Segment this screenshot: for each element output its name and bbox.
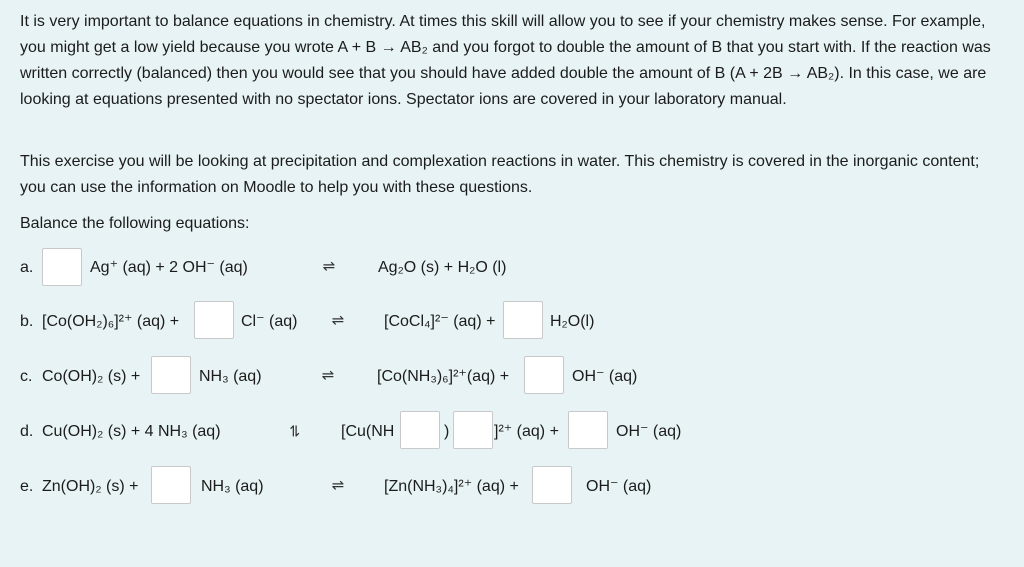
equation-d-subscript-input[interactable] [400, 411, 440, 449]
equation-b-label: b. [20, 313, 34, 330]
equation-b-coefficient-2-input[interactable] [503, 301, 543, 339]
equation-c-product-2: OH⁻ (aq) [572, 368, 638, 385]
equation-d-label: d. [20, 423, 34, 440]
equation-e-product-2: OH⁻ (aq) [586, 478, 652, 495]
equation-e-reactant-2: NH₃ (aq) [201, 478, 264, 495]
equation-e-coefficient-1-input[interactable] [151, 466, 191, 504]
equation-a-coefficient-1-input[interactable] [42, 248, 82, 286]
equilibrium-arrow-icon: ⇌ [331, 477, 345, 494]
equation-d-coefficient-input[interactable] [568, 411, 608, 449]
equation-d-reactants: Cu(OH)₂ (s) + 4 NH₃ (aq) [42, 423, 221, 440]
equilibrium-arrow-icon: ⇌ [322, 258, 336, 275]
equation-d-product-1-mid: ) [444, 423, 450, 440]
equation-b-product-2: H₂O(l) [550, 313, 595, 330]
instruction-text: Balance the following equations: [20, 215, 250, 232]
equation-c-reactant-1: Co(OH)₂ (s) + [42, 368, 141, 385]
equation-c-reactant-2: NH₃ (aq) [199, 368, 262, 385]
equilibrium-arrow-icon: ⇌ [286, 424, 303, 438]
equation-c-label: c. [20, 368, 33, 385]
equation-c-coefficient-1-input[interactable] [151, 356, 191, 394]
equation-e-reactant-1: Zn(OH)₂ (s) + [42, 478, 139, 495]
equation-d-subscript-2-input[interactable] [453, 411, 493, 449]
intro-paragraph-1: It is very important to balance equations in chemistry. At times this skill will allow you to see if your chemistry makes sense. For example, you might get a low yield because you wrote A + B → AB₂ and you forgot to double the amount of B that you start with. If the reaction was written correctly (balanced) then you would see that you should have added double the amount of B (A + 2B → AB₂). In this case, we are looking at equations presented with no spectator ions. Spectator ions are covered in your laboratory manual. [20, 13, 991, 108]
equation-e-product-1: [Zn(NH₃)₄]²⁺ (aq) + [384, 478, 519, 495]
intro-paragraph-2: This exercise you will be looking at precipitation and complexation reactions in water. This chemistry is covered in the inorganic content; you can use the information on Moodle to help you with these questions. [20, 153, 980, 196]
equation-a-reactants: Ag⁺ (aq) + 2 OH⁻ (aq) [90, 259, 248, 276]
equation-c-product-1: [Co(NH₃)₆]²⁺(aq) + [377, 368, 510, 385]
equilibrium-arrow-icon: ⇌ [321, 367, 335, 384]
equation-d-product-2: OH⁻ (aq) [616, 423, 682, 440]
equation-b-reactant-1: [Co(OH₂)₆]²⁺ (aq) + [42, 313, 180, 330]
equation-b-coefficient-1-input[interactable] [194, 301, 234, 339]
equation-e-label: e. [20, 478, 34, 495]
equation-b-reactant-2: Cl⁻ (aq) [241, 313, 298, 330]
equation-c-coefficient-2-input[interactable] [524, 356, 564, 394]
equation-e-coefficient-2-input[interactable] [532, 466, 572, 504]
equation-d-product-1-start: [Cu(NH [341, 423, 395, 440]
equation-d-product-1-end: ]²⁺ (aq) + [494, 423, 559, 440]
equation-b-product-1: [CoCl₄]²⁻ (aq) + [384, 313, 496, 330]
equilibrium-arrow-icon: ⇌ [331, 312, 345, 329]
equation-a-products: Ag₂O (s) + H₂O (l) [378, 259, 507, 276]
equation-a-label: a. [20, 259, 34, 276]
